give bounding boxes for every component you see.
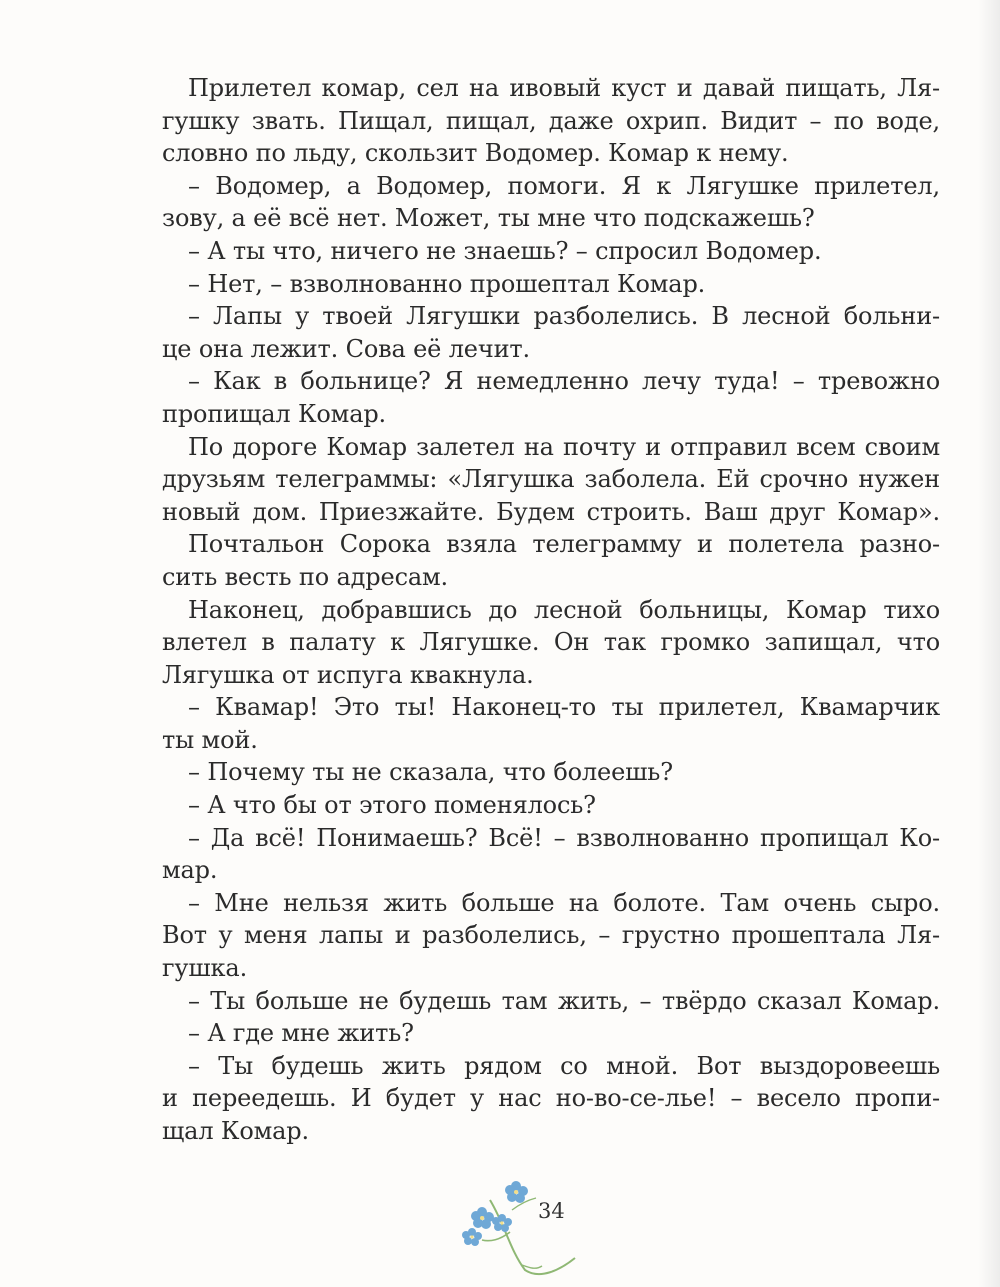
- text-line: сить весть по адресам.: [162, 562, 449, 591]
- page-edge-shadow: [978, 0, 1000, 1287]
- forget-me-not-flower-icon: [450, 1170, 590, 1280]
- text-line: По дороге Комар залетел на почту и отправил всем своим: [188, 432, 940, 461]
- text-line: – А ты что, ничего не знаешь? – спросил Водомер.: [188, 236, 822, 265]
- text-line: друзьям телеграммы: «Лягушка заболела. Ей срочно нужен: [162, 465, 940, 494]
- text-line: – Водомер, а Водомер, помоги. Я к Лягушке прилетел,: [188, 171, 940, 200]
- text-line: гушку звать. Пищал, пищал, даже охрип. Видит – по воде,: [162, 106, 940, 135]
- text-line: Прилетел комар, сел на ивовый куст и давай пищать, Ля-: [188, 74, 940, 102]
- text-line: Наконец, добравшись до лесной больницы, Комар тихо: [188, 595, 940, 624]
- text-line: Лягушка от испуга квакнула.: [162, 660, 534, 689]
- text-line: словно по льду, скользит Водомер. Комар к нему.: [162, 139, 789, 168]
- text-line: новый дом. Приезжайте. Будем строить. Ваш друг Комар».: [162, 497, 940, 526]
- text-line: пропищал Комар.: [162, 399, 387, 428]
- text-line: влетел в палату к Лягушке. Он так громко запищал, что: [162, 628, 940, 657]
- text-line: ты мой.: [162, 725, 258, 754]
- text-line: – А что бы от этого поменялось?: [188, 791, 596, 820]
- text-line: зову, а её всё нет. Может, ты мне что подскажешь?: [162, 204, 815, 233]
- text-line: – Да всё! Понимаешь? Всё! – взволнованно пропищал Ко-: [188, 823, 940, 852]
- text-line: – Ты больше не будешь там жить, – твёрдо сказал Комар.: [188, 986, 940, 1015]
- text-line: гушка.: [162, 954, 248, 983]
- text-line: це она лежит. Сова её лечит.: [162, 334, 531, 363]
- text-line: – Квамар! Это ты! Наконец-то ты прилетел, Квамарчик: [188, 693, 940, 722]
- text-line: – Как в больнице? Я немедленно лечу туда! – тревожно: [188, 367, 940, 396]
- story-text: [162, 72, 940, 1148]
- text-line: – Лапы у твоей Лягушки разболелись. В лесной больни-: [188, 302, 940, 331]
- text-line: – А где мне жить?: [188, 1019, 414, 1048]
- text-line: щал Комар.: [162, 1117, 309, 1145]
- text-line: – Почему ты не сказала, что болеешь?: [188, 758, 673, 787]
- text-line: мар.: [162, 856, 218, 885]
- text-line: – Мне нельзя жить больше на болоте. Там очень сыро.: [188, 888, 940, 917]
- text-line: – Нет, – взволнованно прошептал Комар.: [188, 269, 706, 298]
- text-line: и переедешь. И будет у нас но-во-се-лье! – весело пропи-: [162, 1084, 940, 1113]
- text-line: Вот у меня лапы и разболелись, – грустно прошептала Ля-: [162, 921, 940, 950]
- text-line: Почтальон Сорока взяла телеграмму и полетела разно-: [188, 530, 940, 559]
- text-line: – Ты будешь жить рядом со мной. Вот выздоровеешь: [188, 1051, 940, 1080]
- page-number: 34: [538, 1199, 565, 1223]
